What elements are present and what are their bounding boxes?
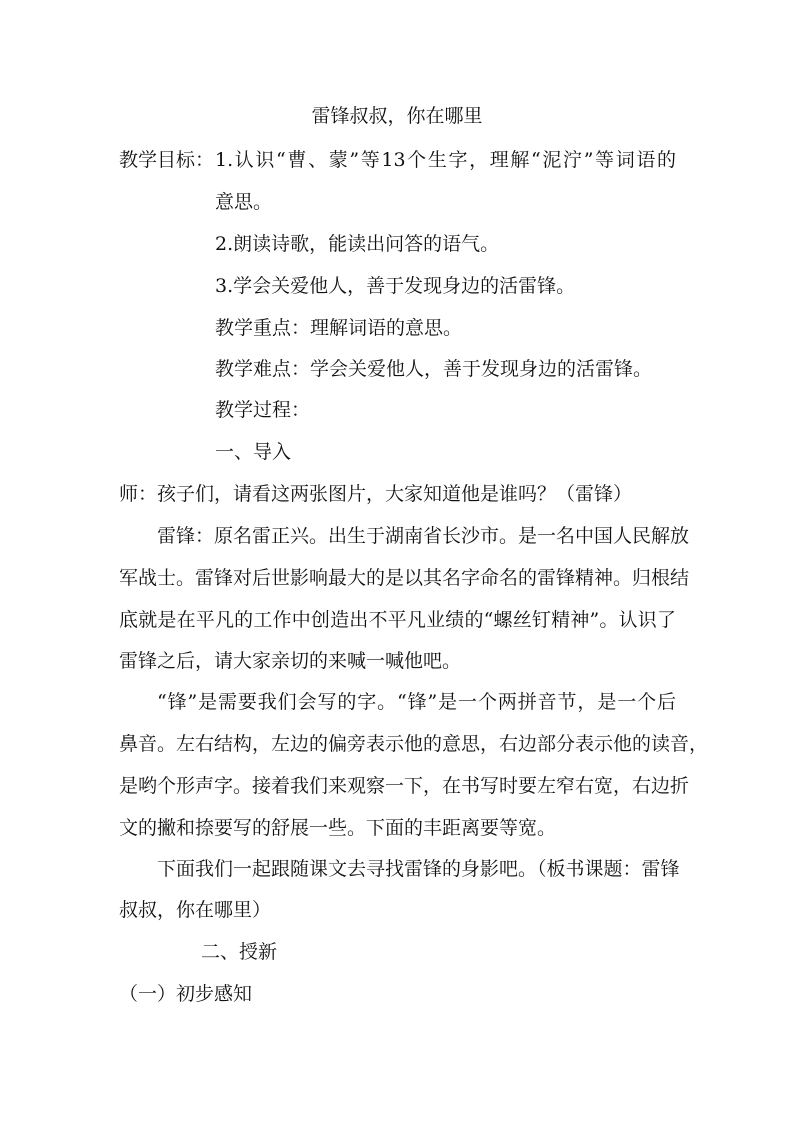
- paragraph-feng-line-4: 文的撇和捺要写的舒展一些。下面的丰距离要等宽。: [119, 817, 557, 839]
- subsection-heading-perception: （一）初步感知: [119, 983, 253, 1005]
- section-heading-new-lesson: 二、授新: [201, 941, 278, 963]
- difficulty: 教学难点：学会关爱他人，善于发现身边的活雷锋。: [215, 358, 653, 380]
- objective-item-2: 2.朗读诗歌，能读出问答的语气。: [215, 233, 500, 255]
- paragraph-follow-line-1: 下面我们一起跟随课文去寻找雷锋的身影吧。（板书课题：雷锋: [157, 858, 680, 880]
- paragraph-feng-line-2: 鼻音。左右结构，左边的偏旁表示他的意思，右边部分表示他的读音，: [119, 733, 709, 755]
- paragraph-follow-line-2: 叔叔，你在哪里）: [119, 899, 272, 921]
- objective-item-1-line-2: 意思。: [215, 191, 273, 213]
- objectives-label: 教学目标：: [119, 149, 215, 171]
- objective-item-3: 3.学会关爱他人，善于发现身边的活雷锋。: [215, 275, 576, 297]
- section-heading-intro: 一、导入: [215, 441, 292, 463]
- paragraph-leifeng-line-1: 雷锋：原名雷正兴。出生于湖南省长沙市。是一名中国人民解放: [157, 525, 690, 547]
- objective-item-1-line-1: 1.认识“曹、蒙”等13个生字，理解“泥泞”等词语的: [215, 149, 676, 171]
- teacher-line: 师：孩子们，请看这两张图片，大家知道他是谁吗？（雷锋）: [119, 483, 633, 505]
- paragraph-feng-line-3: 是哟个形声字。接着我们来观察一下，在书写时要左窄右宽，右边折: [119, 775, 690, 797]
- key-point: 教学重点：理解词语的意思。: [215, 317, 463, 339]
- paragraph-leifeng-line-4: 雷锋之后，请大家亲切的来喊一喊他吧。: [119, 650, 462, 672]
- paragraph-leifeng-line-3: 底就是在平凡的工作中创造出不平凡业绩的“螺丝钉精神”。认识了: [119, 609, 676, 631]
- paragraph-leifeng-line-2: 军战士。雷锋对后世影响最大的是以其名字命名的雷锋精神。归根结: [119, 567, 690, 589]
- paragraph-feng-line-1: “锋”是需要我们会写的字。“锋”是一个两拼音节，是一个后: [157, 691, 676, 713]
- document-title: 雷锋叔叔，你在哪里: [311, 105, 483, 127]
- process-heading: 教学过程：: [215, 399, 311, 421]
